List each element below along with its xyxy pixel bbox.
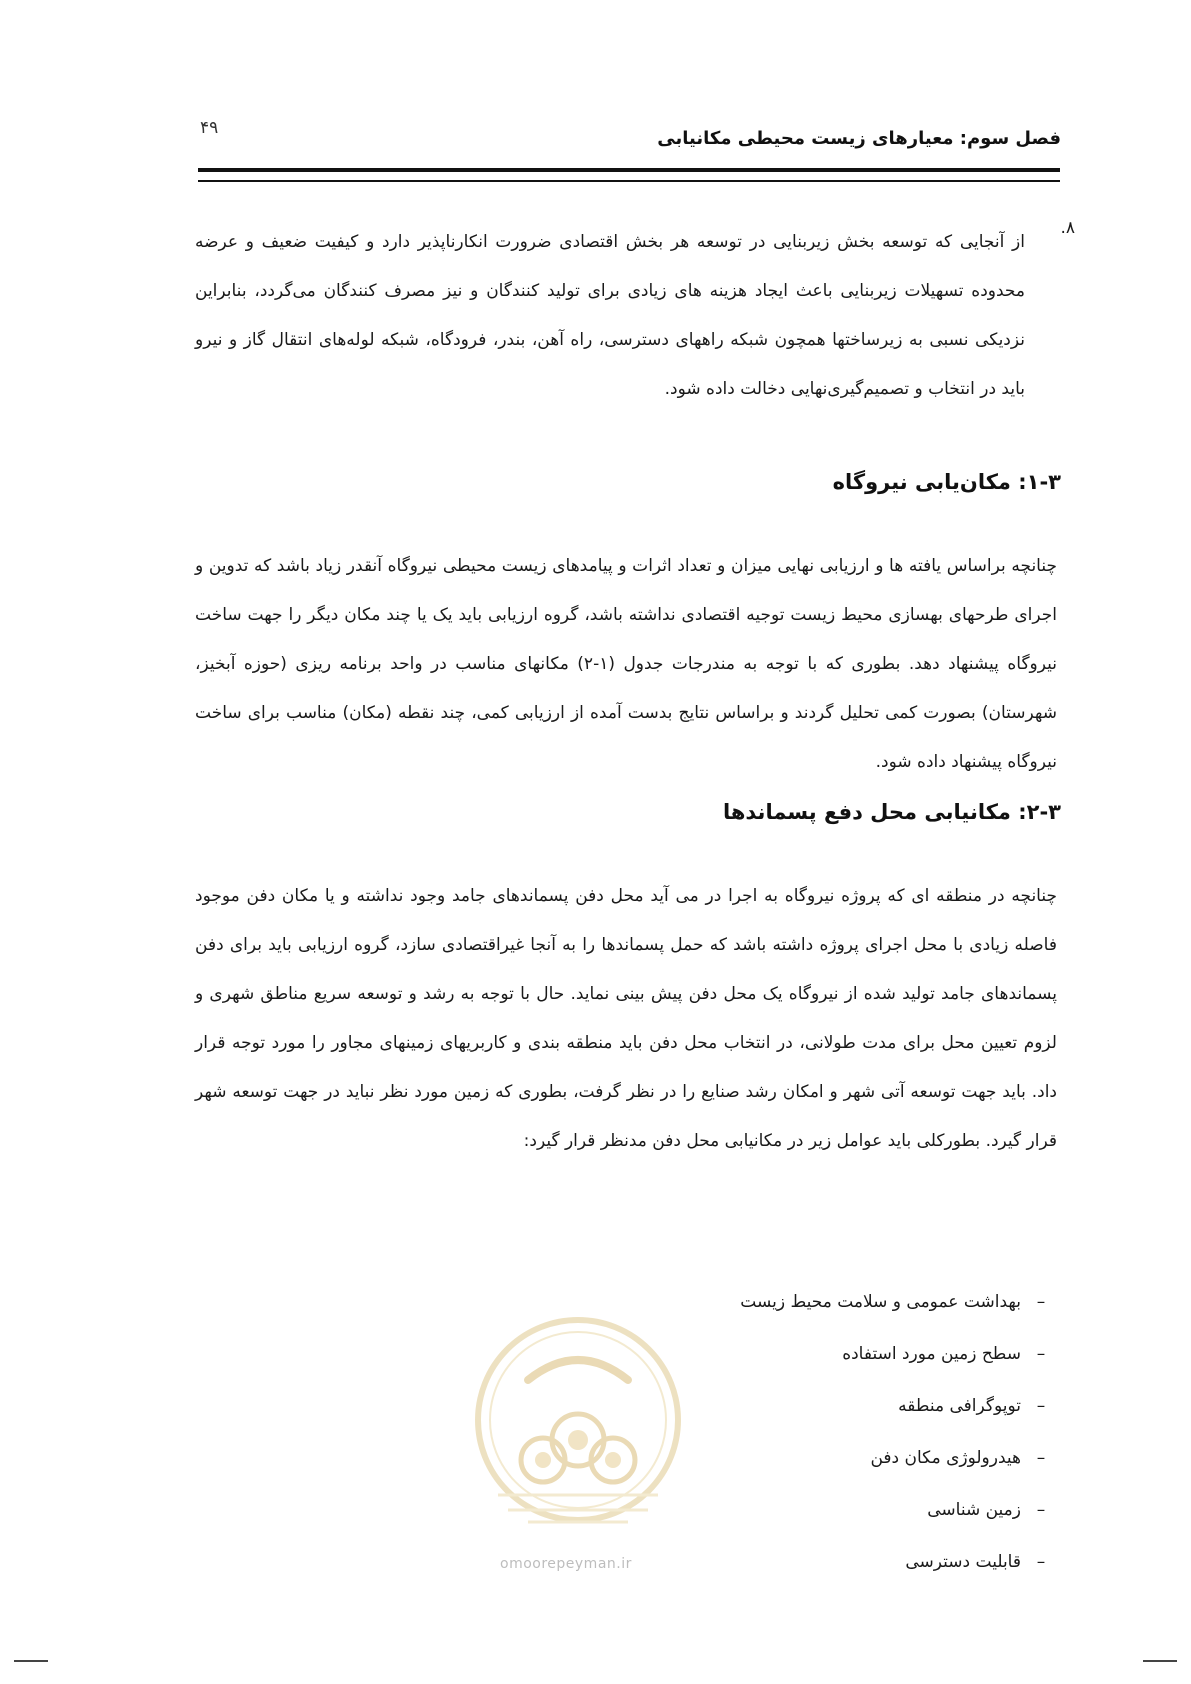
section-1-text: چنانچه براساس یافته ها و ارزیابی نهایی میزان و تعداد اثرات و پیامدهای زیست محیطی نیروگاه آنقدر زیاد باشد که تدوین و اجرای طرحهای بهسازی محیط زیست توجیه اقتصادی نداشته باشد، گروه ارزیابی باید یک یا چند مکان دیگر را جهت ساخت نیروگاه پیشنهاد دهد. بطوری که با توجه به مندرجات جدول (۱-۲) مکانهای مناسب در واحد برنامه ریزی (حوزه آبخیز، شهرستان) بصورت کمی تحلیل گردند و براساس نتایج بدست آمده از ارزیابی کمی، چند نقطه (مکان) مناسب برای ساخت نیروگاه پیشنهاد داده شود.	[195, 556, 1057, 772]
list-item: – زمین شناسی	[927, 1500, 1046, 1520]
list-item: – هیدرولوژی مکان دفن	[870, 1448, 1046, 1468]
item-8-text: از آنجایی که توسعه بخش زیربنایی در توسعه هر بخش اقتصادی ضرورت انکارناپذیر دارد و کیفیت ضعیف و عرضه محدوده تسهیلات زیربنایی باعث ایجاد هزینه های زیادی برای تولید کنندگان و نیز مصرف کنندگان می‌گردد، بنابراین نزدیکی نسبی به زیرساختها همچون شبکه راههای دسترسی، راه آهن، بندر، فرودگاه، شبکه لوله‌های انتقال گاز و نیرو باید در انتخاب و تصمیم‌گیری‌نهایی دخالت داده شود.	[195, 232, 1025, 399]
factor-list	[740, 1276, 1061, 1588]
running-header: فصل سوم: معیارهای زیست محیطی مکانیابی	[657, 128, 1061, 149]
list-item: – سطح زمین مورد استفاده	[842, 1344, 1046, 1364]
section-heading-power-plant: ۱-۳: مکان‌یابی نیروگاه	[832, 470, 1061, 494]
list-item: – توپوگرافی منطقه	[898, 1396, 1046, 1416]
header-rule-thick	[198, 168, 1060, 172]
watermark-site: omoorepeyman.ir	[500, 1556, 632, 1572]
page-number: ۴۹	[200, 118, 219, 138]
header-rule-thin	[198, 180, 1060, 182]
section-2-paragraph	[195, 872, 1057, 1166]
list-item: – قابلیت دسترسی	[905, 1552, 1046, 1572]
section-1-paragraph	[195, 542, 1057, 787]
section-heading-waste-site: ۲-۳: مکانیابی محل دفع پسماندها	[722, 800, 1061, 824]
list-item: – بهداشت عمومی و سلامت محیط زیست	[740, 1292, 1046, 1312]
watermark-logo	[468, 1310, 688, 1550]
section-2-text: چنانچه در منطقه ای که پروژه نیروگاه به اجرا در می آید محل دفن پسماندهای جامد وجود نداشته و یا مکان دفن موجود فاصله زیادی با محل اجرای پروژه داشته باشد که حمل پسماندها را به آنجا غیراقتصادی سازد، گروه ارزیابی باید برای دفن پسماندهای جامد تولید شده از نیروگاه یک محل دفن پیش بینی نماید. حال با توجه به رشد و توسعه سریع مناطق شهری و لزوم تعیین محل برای مدت طولانی، در انتخاب محل دفن باید منطقه بندی و کاربریهای زمینهای مجاور را مورد توجه قرار داد. باید جهت توسعه آتی شهر و امکان رشد صنایع را در نظر گرفت، بطوری که زمین مورد نظر نباید در جهت توسعه شهر قرار گیرد. بطورکلی باید عوامل زیر در مکانیابی محل دفن مدنظر قرار گیرد:	[195, 886, 1057, 1151]
numbered-item-8	[195, 218, 1075, 414]
scan-mark-left	[14, 1660, 48, 1662]
item-number: ۸.	[1060, 218, 1075, 238]
scan-mark-right	[1143, 1660, 1177, 1662]
